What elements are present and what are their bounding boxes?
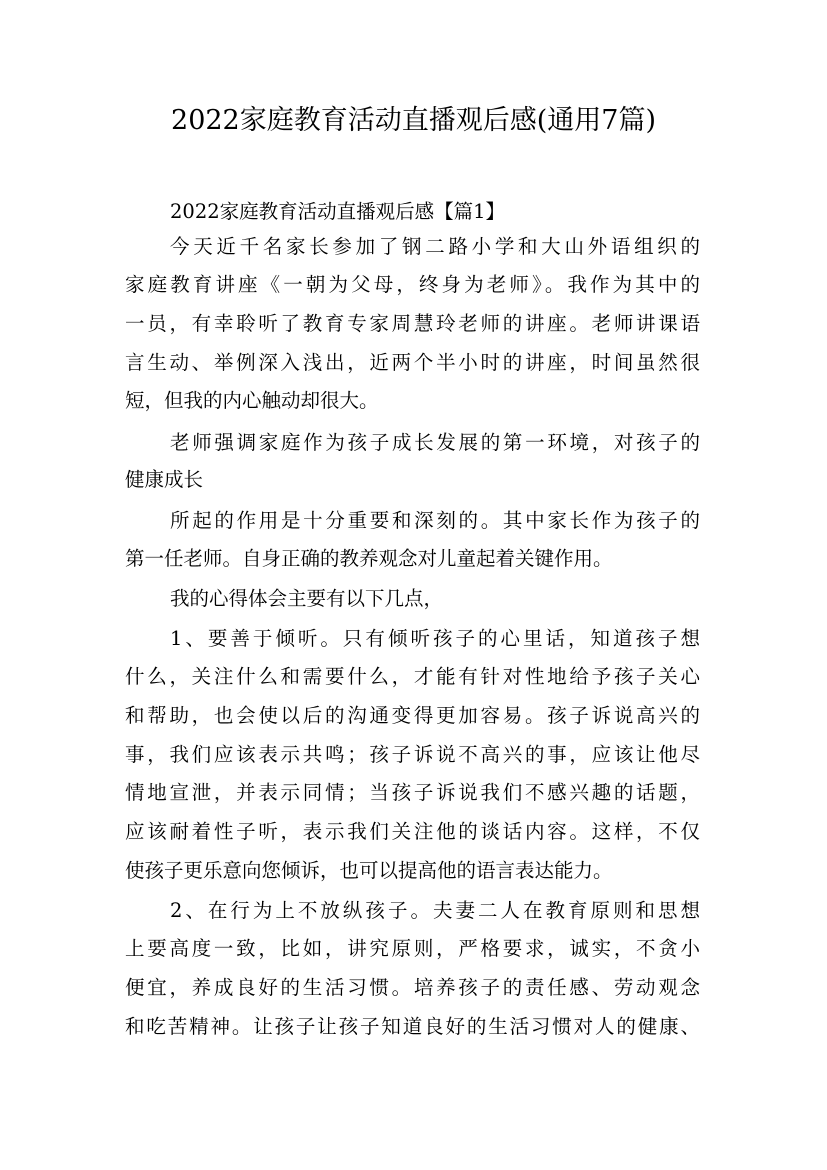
document-title: 2022家庭教育活动直播观后感(通用7篇) — [171, 105, 656, 136]
paragraph-5-line-3: 和帮助，也会使以后的沟通变得更加容易。孩子诉说高兴的 — [125, 704, 700, 727]
paragraph-1-line-4: 言生动、举例深入浅出，近两个半小时的讲座，时间虽然很 — [125, 351, 700, 374]
section-heading: 2022家庭教育活动直播观后感【篇1】 — [170, 200, 506, 223]
paragraph-5-line-1: 1、要善于倾听。只有倾听孩子的心里话，知道孩子想 — [170, 627, 700, 650]
paragraph-5-line-6: 应该耐着性子听，表示我们关注他的谈话内容。这样，不仅 — [125, 820, 700, 843]
paragraph-2-line-2: 健康成长 — [125, 468, 204, 491]
paragraph-5-line-7: 使孩子更乐意向您倾诉，也可以提高他的语言表达能力。 — [125, 859, 613, 882]
paragraph-1-line-1: 今天近千名家长参加了钢二路小学和大山外语组织的 — [170, 235, 700, 258]
paragraph-3-line-1: 所起的作用是十分重要和深刻的。其中家长作为孩子的 — [170, 509, 700, 532]
paragraph-6-line-3: 便宜，养成良好的生活习惯。培养孩子的责任感、劳动观念 — [125, 976, 700, 999]
paragraph-1-line-2: 家庭教育讲座《一朝为父母，终身为老师》。我作为其中的 — [125, 273, 700, 296]
paragraph-6-line-4: 和吃苦精神。让孩子让孩子知道良好的生活习惯对人的健康、 — [125, 1015, 700, 1038]
paragraph-2-line-1: 老师强调家庭作为孩子成长发展的第一环境，对孩子的 — [170, 431, 700, 454]
paragraph-6-line-1: 2、在行为上不放纵孩子。夫妻二人在教育原则和思想 — [170, 899, 700, 922]
paragraph-1-line-3: 一员，有幸聆听了教育专家周慧玲老师的讲座。老师讲课语 — [125, 312, 700, 335]
paragraph-5-line-2: 什么，关注什么和需要什么，才能有针对性地给予孩子关心 — [125, 665, 700, 688]
paragraph-4-line-1: 我的心得体会主要有以下几点， — [170, 587, 444, 610]
paragraph-1-line-5: 短，但我的内心触动却很大。 — [125, 389, 379, 412]
paragraph-5-line-5: 情地宣泄，并表示同情；当孩子诉说我们不感兴趣的话题， — [125, 781, 700, 804]
paragraph-5-line-4: 事，我们应该表示共鸣；孩子诉说不高兴的事，应该让他尽 — [125, 743, 700, 766]
paragraph-3-line-2: 第一任老师。自身正确的教养观念对儿童起着关键作用。 — [125, 547, 613, 570]
paragraph-6-line-2: 上要高度一致，比如，讲究原则，严格要求，诚实，不贪小 — [125, 937, 700, 960]
